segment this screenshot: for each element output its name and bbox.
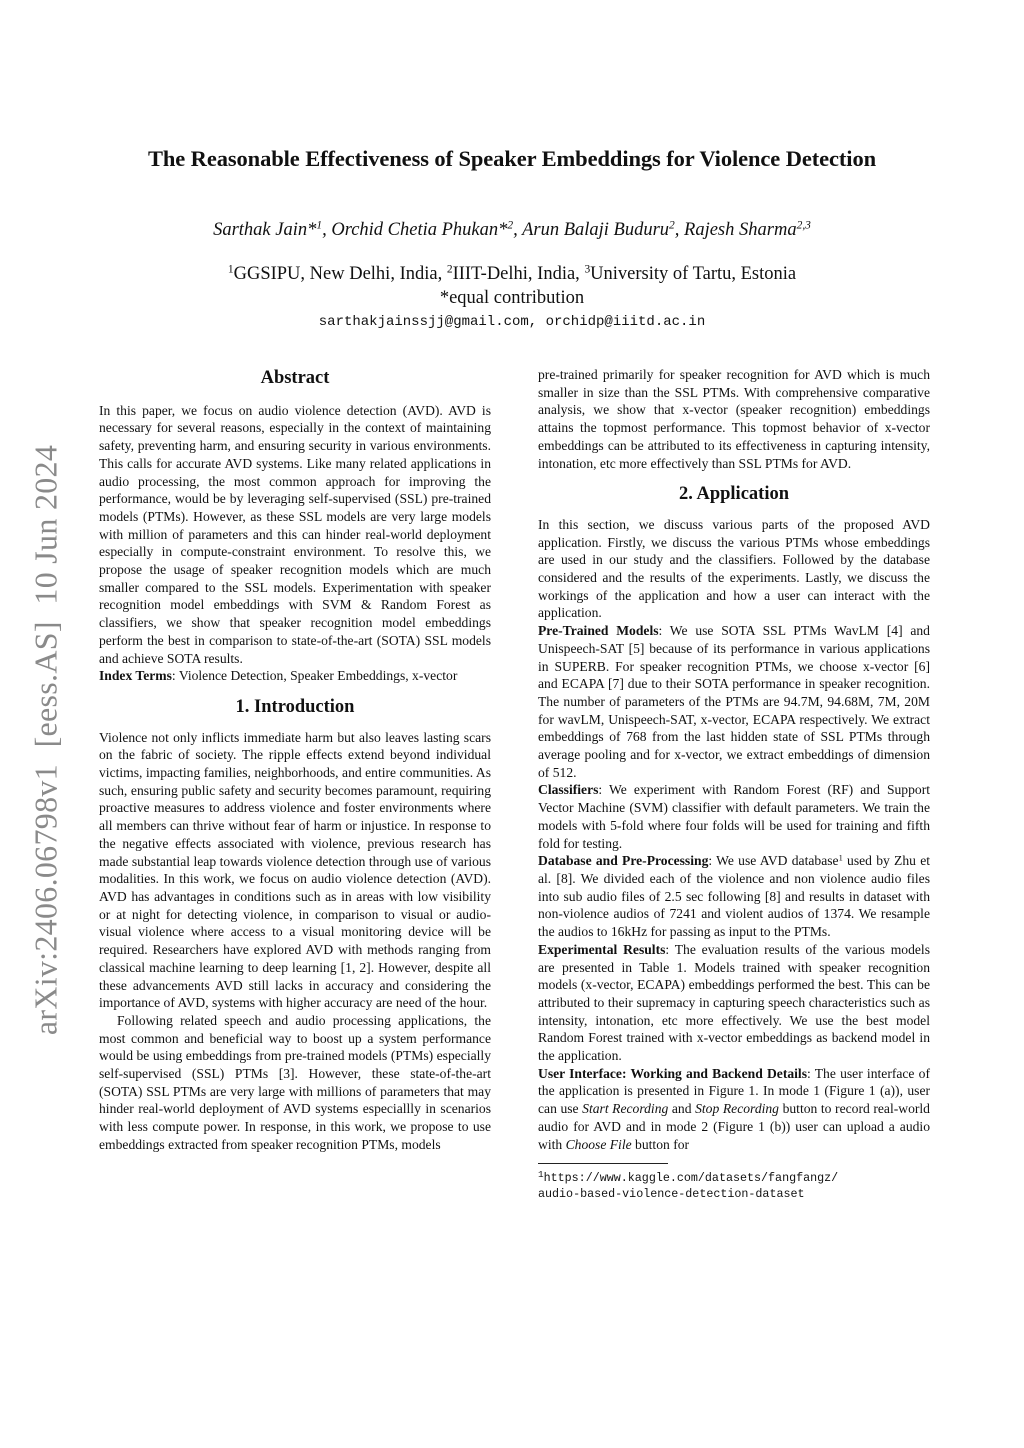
author-affil-mark: 2	[669, 219, 675, 232]
affiliation: IIIT-Delhi, India,	[452, 264, 585, 284]
author-affil-mark: 1	[316, 219, 323, 232]
author-list: Sarthak Jain*$^1$, Orchid Chetia Phukan*$^2$, Arun Balaji Buduru$^2$, Rajesh Sharma$^{2,3}$	[213, 219, 811, 240]
pretrained-models-paragraph: Pre-Trained Models: We use SOTA SSL PTMs WavLM [4] and Unispeech-SAT [5] because of its performance in various applications in SUPERB. For speaker recognition PTMs, we choose x-vector [6] and ECAPA [7] due to their SOTA performance in speaker recognition. The number of parameters of the PTMs are 94.7M, 94.68M, 7M, 20M for wavLM, Unispeech-SAT, x-vector, ECAPA respectively. We extract embeddings of 768 from the last hidden state of SSL PTMs through average pooling and for x-vector, we extract embeddings of dimension of 512.	[538, 623, 930, 780]
section-heading-application: 2. Application	[679, 484, 789, 505]
abstract-heading: Abstract	[260, 368, 330, 388]
footnote-rule	[538, 1163, 668, 1164]
author: Rajesh Sharma	[684, 220, 797, 240]
application-intro: In this section, we discuss various parts of the proposed AVD application. Firstly, we discuss the various PTMs whose embeddings are used in our study and the classifiers. Followed by the database considered and the results of the experiments. Lastly, we discuss the workings of the application and how a user can interact with the application.	[538, 516, 930, 621]
author-affil-mark: 2	[507, 219, 514, 232]
index-terms: Index Terms: Violence Detection, Speaker Embeddings, x-vector	[99, 668, 458, 684]
affiliations: $^1$GGSIPU, New Delhi, India, $^2$IIIT-Delhi, India, $^3$University of Tartu, Estonia *equal contribution	[0, 262, 1024, 310]
intro-paragraph-2: Following related speech and audio processing applications, the most common and beneficial way to boost up a system performance would be using embeddings from pre-trained models (PTMs) especially self-supervised (SSL) PTMs [3]. However, these state-of-the-art (SOTA) SSL PTMs are very large with millions of parameters that may hinder real-world deployment of AVD systems especiallly in scenarios with less compute power. In response, in this work, we propose to use embeddings extracted from speaker recognition PTMs, models	[99, 1012, 491, 1152]
footnote-marker: 1	[838, 852, 843, 863]
affiliation: GGSIPU, New Delhi, India,	[233, 264, 447, 284]
author-emails: sarthakjainssjj@gmail.com, orchidp@iiitd.ac.in	[318, 314, 706, 330]
equal-contribution-note: *equal contribution	[439, 288, 585, 308]
abstract-text: In this paper, we focus on audio violence detection (AVD). AVD is necessary for several reasons, especially in the context of maintaining safety, preventing harm, and ensuring security in various environments. This calls for accurate AVD systems. Like many related applications in audio processing, the most common approach for improving the performance, would be by leveraging self-supervised (SSL) pre-trained models (PTMs). However, as these SSL models are very large models with million of parameters and this can hinder real-world deployment especially in compute-constraint environment. To resolve this, we propose the usage of speaker recognition models which are much smaller compared to the SSL models. Experimentation with speaker recognition model embeddings with SVM & Random Forest as classifiers, we show that speaker recognition model embeddings perform the best in comparison to state-of-the-art (SOTA) SSL models and achieve SOTA results.	[99, 402, 491, 666]
footnote-url[interactable]: https://www.kaggle.com/datasets/fangfangz/	[543, 1171, 839, 1186]
author: Sarthak Jain*	[213, 220, 317, 240]
intro-paragraph-2-continued: pre-trained primarily for speaker recognition for AVD which is much smaller in size than the SSL PTMs. With comprehensive comparative analysis, we show that x-vector (speaker recognition) embeddings attains the topmost performance. This topmost behavior of x-vector embeddings can be attributed to its effectiveness in capturing intensity, intonation, etc more effectively than SSL PTMs for AVD.	[538, 367, 930, 471]
user-interface-paragraph: User Interface: Working and Backend Details: The user interface of the application is presented in Figure 1. In mode 1 (Figure 1 (a)), user can use Start Recording and Stop Recording button to record real-world audio for AVD and in mode 2 (Figure 1 (b)) user can upload a audio with Choose File button for	[538, 1065, 930, 1152]
author: Arun Balaji Buduru	[522, 220, 670, 240]
section-heading-introduction: 1. Introduction	[235, 696, 355, 717]
intro-paragraph-1: Violence not only inflicts immediate harm but also leaves lasting scars on the fabric of society. The ripple effects extend beyond individual victims, impacting families, neighborhoods, and entire communities. As such, ensuring public safety and security becomes paramount, requiring proactive measures to address violence and foster environments where all members can thrive without fear of harm or injustice. In response to the negative effects associated with violence, previous research has made substantial leap towards violence detection through use of various modalities. In this work, we focus on audio violence detection (AVD). AVD has advantages in conditions such as in areas with low visibility or at night for detecting violence, in comparison to visual or audio-visual violence where access to a visual monitoring device will be required. Researchers have explored AVD with methods ranging from classical machine learning to deep learning [1, 2]. However, despite all these advancements AVD still lacks in accuracy and considering the importance of AVD, systems with higher accuracy are need of the hour.	[99, 729, 491, 1011]
footnote: $^1$https://www.kaggle.com/datasets/fangfangz/ audio-based-violence-detection-dataset	[538, 1169, 839, 1202]
author: Orchid Chetia Phukan*	[331, 220, 508, 240]
paper-title: The Reasonable Effectiveness of Speaker Embeddings for Violence Detection	[147, 146, 877, 171]
footnote-url-continued[interactable]: audio-based-violence-detection-dataset	[538, 1187, 805, 1202]
affiliation: University of Tartu, Estonia	[590, 264, 797, 284]
database-paragraph: Database and Pre-Processing: We use AVD database$^1$ used by Zhu et al. [8]. We divided each of the violence and non violence audio files into sub audio files of 2.5 sec following [8] and results in dataset with non-violence audios of 7241 and violent audios of 1374. We resample the audios to 16kHz for passing as input to the PTMs.	[538, 852, 931, 940]
right-column	[538, 366, 930, 1202]
arxiv-stamp: arXiv:2406.06798v1 [eess.AS] 10 Jun 2024	[27, 444, 64, 1036]
author-affil-mark: 2,3	[796, 219, 811, 232]
left-column	[99, 366, 491, 1154]
classifiers-paragraph: Classifiers: We experiment with Random Forest (RF) and Support Vector Machine (SVM) classifier with default parameters. We train the models with 5-fold where four folds will be used for training and fifth fold for testing.	[538, 782, 930, 851]
results-paragraph: Experimental Results: The evaluation results of the various models are presented in Table 1. Models trained with speaker recognition models (x-vector, ECAPA) embeddings performed the best. This can be attributed to their supremacy in capturing speech characteristics such as intensity, intonation, etc more effectively. We use the best model Random Forest trained with x-vector embeddings as backend model in the application.	[538, 941, 931, 1064]
